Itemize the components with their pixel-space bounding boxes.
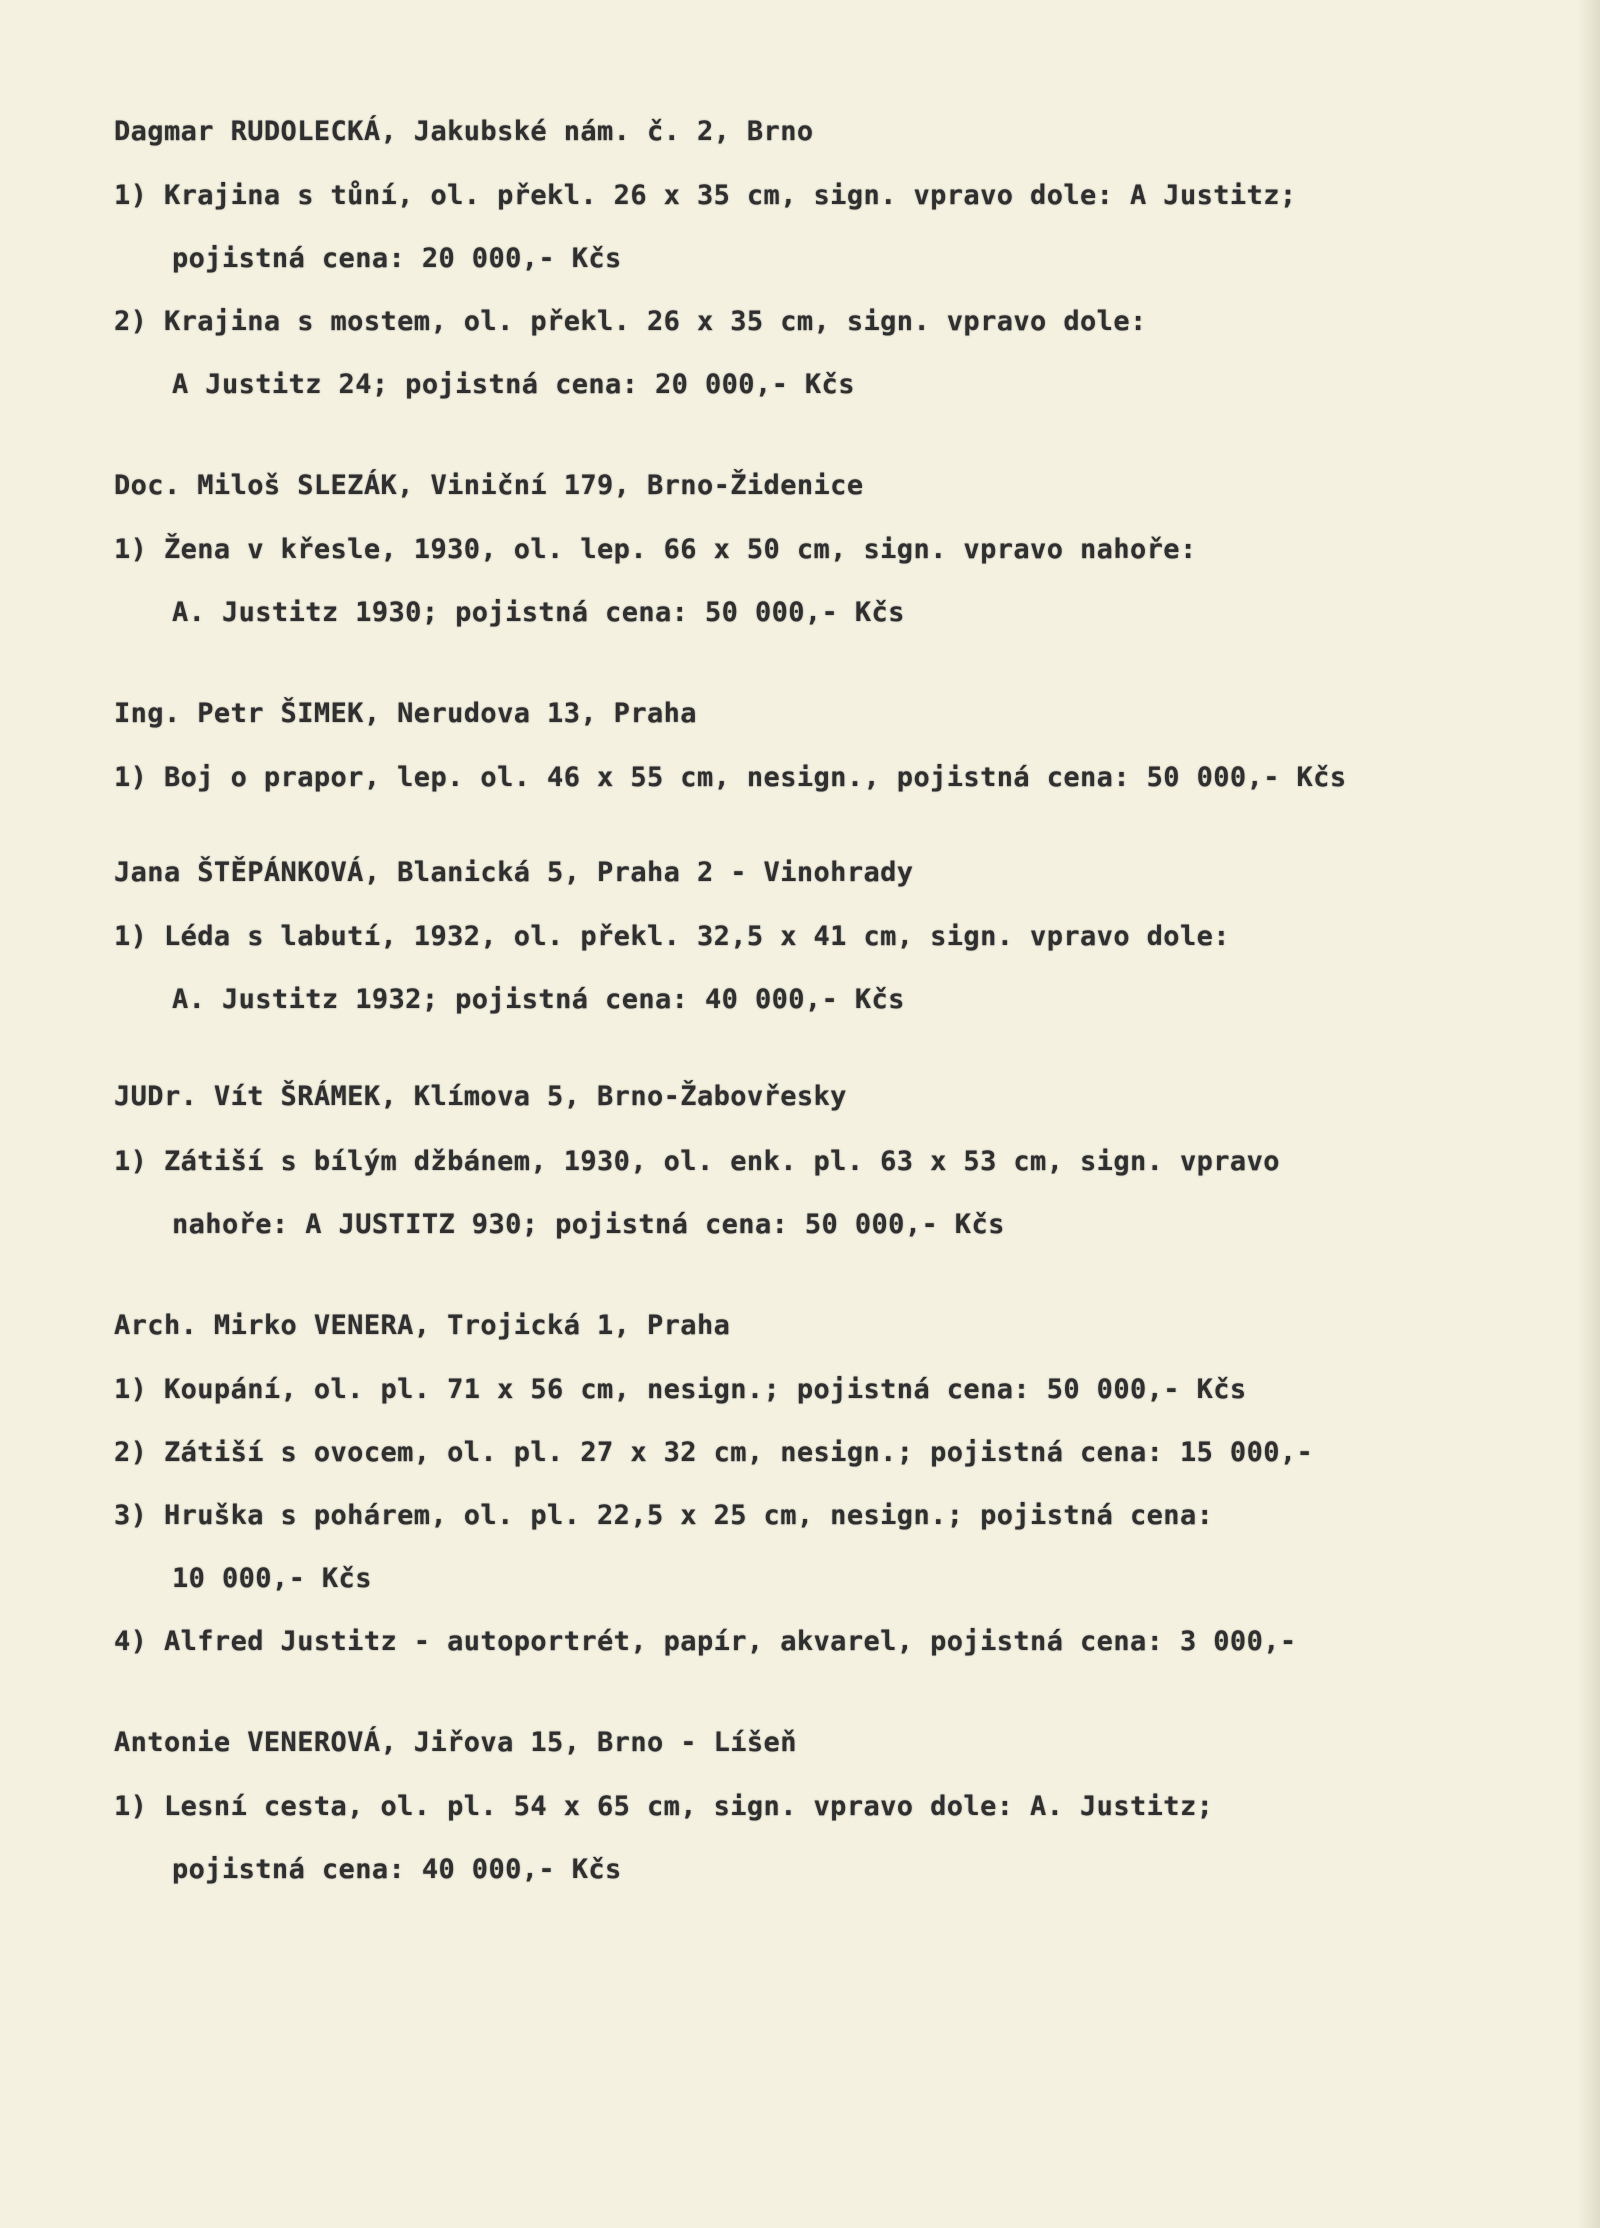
artwork-line: 1) Zátiší s bílým džbánem, 1930, ol. enk. pl. 63 x 53 cm, sign. vpravo	[114, 1146, 1280, 1177]
artwork-line: 1) Léda s labutí, 1932, ol. překl. 32,5 x 41 cm, sign. vpravo dole:	[114, 921, 1230, 952]
owner-header: Doc. Miloš SLEZÁK, Viniční 179, Brno-Židenice	[114, 470, 864, 501]
artwork-line: 1) Lesní cesta, ol. pl. 54 x 65 cm, sign. vpravo dole: A. Justitz;	[114, 1791, 1214, 1822]
artwork-line: 1) Boj o prapor, lep. ol. 46 x 55 cm, nesign., pojistná cena: 50 000,- Kčs	[114, 762, 1347, 793]
artwork-line: 1) Koupání, ol. pl. 71 x 56 cm, nesign.; pojistná cena: 50 000,- Kčs	[114, 1374, 1247, 1405]
artwork-line: 1) Krajina s tůní, ol. překl. 26 x 35 cm, sign. vpravo dole: A Justitz;	[114, 180, 1297, 211]
owner-header: Arch. Mirko VENERA, Trojická 1, Praha	[114, 1310, 731, 1341]
artwork-line: 2) Zátiší s ovocem, ol. pl. 27 x 32 cm, nesign.; pojistná cena: 15 000,-	[114, 1437, 1314, 1468]
owner-header: Antonie VENEROVÁ, Jiřova 15, Brno - Líšeň	[114, 1727, 797, 1758]
artwork-line-continued: pojistná cena: 40 000,- Kčs	[172, 1854, 622, 1885]
artwork-line: 4) Alfred Justitz - autoportrét, papír, akvarel, pojistná cena: 3 000,-	[114, 1626, 1297, 1657]
artwork-line: 1) Žena v křesle, 1930, ol. lep. 66 x 50 cm, sign. vpravo nahoře:	[114, 534, 1197, 565]
artwork-line: 2) Krajina s mostem, ol. překl. 26 x 35 cm, sign. vpravo dole:	[114, 306, 1147, 337]
artwork-line-continued: pojistná cena: 20 000,- Kčs	[172, 243, 622, 274]
artwork-line-continued: 10 000,- Kčs	[172, 1563, 372, 1594]
owner-header: Ing. Petr ŠIMEK, Nerudova 13, Praha	[114, 698, 697, 729]
artwork-line-continued: A. Justitz 1930; pojistná cena: 50 000,- Kčs	[172, 597, 905, 628]
owner-header: Jana ŠTĚPÁNKOVÁ, Blanická 5, Praha 2 - Vinohrady	[114, 857, 914, 888]
artwork-line-continued: nahoře: A JUSTITZ 930; pojistná cena: 50 000,- Kčs	[172, 1209, 1005, 1240]
owner-header: JUDr. Vít ŠRÁMEK, Klímova 5, Brno-Žabovřesky	[114, 1081, 847, 1112]
artwork-line-continued: A. Justitz 1932; pojistná cena: 40 000,- Kčs	[172, 984, 905, 1015]
artwork-line-continued: A Justitz 24; pojistná cena: 20 000,- Kčs	[172, 369, 855, 400]
artwork-line: 3) Hruška s pohárem, ol. pl. 22,5 x 25 cm, nesign.; pojistná cena:	[114, 1500, 1214, 1531]
owner-header: Dagmar RUDOLECKÁ, Jakubské nám. č. 2, Brno	[114, 116, 814, 147]
